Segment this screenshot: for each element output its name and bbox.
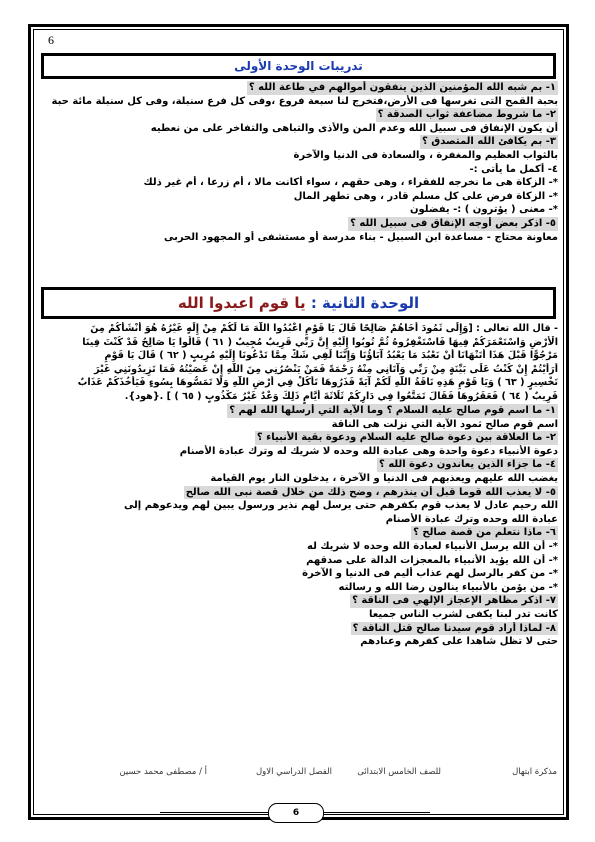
footer-author: أ / مصطفى محمد حسين: [119, 767, 207, 777]
page-footer: [40, 767, 557, 781]
answer-text: أن يكون الإنفاق فى سبيل الله وعدم المن والأذى والتباهى والتفاخر على من نعطيه: [150, 122, 558, 134]
unit1-line-answer: [41, 176, 558, 190]
question-text: ٦- ماذا نتعلم من قصة صالح ؟: [413, 527, 556, 539]
unit1-line-question: [41, 81, 558, 95]
verse-line: الْأَرْضِ وَاسْتَعْمَرَكُمْ فِيهَا فَاسْتَغْفِرُوهُ ثُمَّ تُوبُوا إِلَيْهِ إِنَّ رَبِّي قَرِيبٌ مُجِيبٌ ( ٦١ ) قَالُوا يَا صَالِحُ قَدْ كُنْتَ فِينَا: [82, 336, 558, 348]
footer-term: الفصل الدراسي الاول: [255, 767, 332, 777]
unit1-line-answer: [41, 149, 558, 163]
answer-text: *- من كفر بالرسل لهم عذاب أليم فى الدنيا و الآخرة: [302, 568, 558, 580]
unit1-line-answer: [41, 122, 558, 136]
unit2-line-question: [41, 458, 558, 472]
answer-text: بحبة القمح التى تغرسها فى الأرض،فتخرج لنا سبعة فروع ،وفى كل فرع سنبلة، وفى كل سنبلة مائة حبة: [51, 95, 558, 107]
question-text: ١- ما اسم قوم صالح عليه السلام ؟ وما الآية التي أرسلها الله لهم ؟: [229, 405, 556, 416]
answer-text: ٤- أكمل ما يأتى :-: [469, 163, 558, 175]
unit2-line-question: [41, 486, 558, 500]
unit2-title-prefix: الوحدة الثانية :: [305, 294, 420, 312]
unit1-section: [41, 81, 558, 244]
unit1-line-question: [41, 135, 558, 149]
unit1-title: تدريبات الوحدة الأولى: [41, 53, 556, 79]
unit2-line-answer: [41, 418, 558, 432]
unit2-line-question: [41, 404, 558, 418]
answer-text: دعوة الأنبياء دعوة واحدة وهى عبادة الله وحده لا شريك له وترك عبادة الأصنام: [179, 445, 558, 457]
answer-text: *- من يؤمن بالأنبياء ينالون رضا الله و رسالته: [338, 581, 558, 593]
answer-text: بالثواب العظيم والمغفرة ، والسعادة فى الدنيا والآخرة: [293, 149, 558, 161]
answer-text: *- الزكاة فرض على كل مسلم قادر ، وهى تطهر المال: [293, 190, 558, 202]
answer-text: *- أن الله يرسل الأنبياء لعبادة الله وحده لا شريك له: [307, 540, 558, 552]
question-text: ٧- اذكر مظاهر الإعجاز الإلهي فى الناقة ؟: [352, 595, 556, 607]
question-text: ٢- ما شروط مضاعفة ثواب الصدقة ؟: [377, 109, 556, 121]
answer-text: كانت تدر لبنا يكفى لشرب الناس جميعا: [368, 608, 558, 620]
unit2-line-answer: [41, 581, 558, 595]
unit2-line-answer: [41, 554, 558, 568]
unit2-line-answer: [41, 608, 558, 622]
verse-line: مَرْجُوًّا قَبْلَ هَذَا أَتَنْهَانَا أَنْ نَعْبُدَ مَا يَعْبُدُ آبَاؤُنَا وَإِنَّنَا لَفِي شَكٍّ مِمَّا تَدْعُونَا إِلَيْهِ مُرِيبٍ ( ٦٢ ) قَالَ يَا قَوْمِ: [104, 350, 558, 362]
question-text: ٥- اذكر بعض أوجه الإنفاق فى سبيل الله ؟: [350, 217, 556, 229]
answer-text: *- الزكاة هى ما نخرجه للفقراء ، وهى حقهم ، سواء أكانت مالا ، أم زرعا ، أم غير ذلك: [143, 177, 558, 189]
question-text: ٨- لماذا أراد قوم سيدنا صالح قتل الناقة ؟: [352, 622, 556, 634]
question-text: ١- بم شبه الله المؤمنين الذين ينفقون أموالهم في طاعة الله ؟: [248, 82, 556, 93]
unit2-line-question: [41, 526, 558, 540]
answer-text: عبادة الله وحده وترك عبادة الأصنام: [385, 513, 558, 525]
unit2-title-highlight: يا قوم اعبدوا الله: [177, 294, 306, 312]
unit1-line-answer: [41, 203, 558, 217]
answer-text: معاونة محتاج - مساعدة ابن السبيل - بناء مدرسة أو مستشفى أو المجهود الحربى: [163, 231, 558, 243]
unit1-line-answer: [41, 95, 558, 109]
unit1-line-question: [41, 108, 558, 122]
page-number-top: 6: [48, 33, 54, 47]
answer-text: *- أن الله يؤيد الأنبياء بالمعجزات الدالة على صدقهم: [306, 554, 558, 566]
answer-text: اسم قوم صالح ثمود الآية التي نزلت هى الناقة: [331, 418, 558, 430]
unit2-line-question: [41, 622, 558, 636]
verse-line: - قال الله تعالى : [وَإِلَى ثَمُودَ أَخَاهُمْ صَالِحًا قَالَ يَا قَوْمِ اعْبُدُوا اللَّهَ مَا لَكُمْ مِنْ إِلَهٍ غَيْرُهُ هُوَ أَنْشَأَكُمْ مِنَ: [90, 323, 558, 334]
unit2-line-answer: [41, 635, 558, 649]
unit2-section: [41, 404, 558, 649]
unit1-line-answer: [41, 163, 558, 177]
footer-grade: للصف الخامس الابتدائى: [357, 767, 441, 777]
verse-line: قَرِيبٌ ( ٦٤ ) فَعَقَرُوهَا فَقَالَ تَمَتَّعُوا فِي دَارِكُمْ ثَلَاثَةَ أَيَّامٍ ذَلِكَ وَعْدٌ غَيْرُ مَكْذُوبٍ ( ٦٥ ) ] .{هود}.: [124, 390, 558, 402]
unit2-line-answer: [41, 567, 558, 581]
verse-line: أَرَأَيْتُمْ إِنْ كُنْتُ عَلَى بَيِّنَةٍ مِنْ رَبِّي وَآتَانِي مِنْهُ رَحْمَةً فَمَنْ يَنْصُرُنِي مِنَ اللَّهِ إِنْ عَصَيْتُهُ فَمَا تَزِيدُونَنِي غَيْرَ: [94, 363, 558, 375]
answer-text: يغضب الله عليهم ويعذبهم فى الدنيا و الآخرة ، يدخلون النار يوم القيامة: [210, 472, 558, 484]
unit2-line-question: [41, 431, 558, 445]
answer-text: *- معنى ( يؤترون ) :- يفضلون: [409, 204, 558, 216]
unit2-line-answer: [41, 499, 558, 513]
answer-text: حتى لا تظل شاهدا على كفرهم وعنادهم: [360, 636, 558, 648]
footer-booklet: مذكرة ابتهال: [512, 767, 557, 777]
page-number-bottom: 6: [268, 803, 324, 823]
unit2-line-question: [41, 594, 558, 608]
unit2-line-answer: [41, 472, 558, 486]
unit2-line-answer: [41, 445, 558, 459]
unit2-line-answer: [41, 513, 558, 527]
unit1-line-answer: [41, 231, 558, 245]
verse-line: تَخْسِيرٍ ( ٦٣ ) وَيَا قَوْمِ هَذِهِ نَاقَةُ اللَّهِ لَكُمْ آيَةً فَذَرُوهَا تَأْكُلْ فِي أَرْضِ اللَّهِ وَلَا تَمَسُّوهَا بِسُوءٍ فَيَأْخُذَكُمْ عَذَابٌ: [77, 377, 558, 389]
unit2-line-answer: [41, 540, 558, 554]
answer-text: الله رحيم عادل لا يعذب قوم بكفرهم حتى يرسل لهم نذير ورسول يبين لهم ويدعوهم إلى: [123, 500, 558, 512]
unit1-line-answer: [41, 190, 558, 204]
question-text: ٣- بم يكافئ الله المتصدق ؟: [422, 136, 556, 148]
question-text: ٥- لا يعذب الله قوما قبل أن ينذرهم ، وضح ذلك من خلال قصة نبى الله صالح: [185, 486, 556, 498]
question-text: ٢- ما العلاقة بين دعوة صالح عليه السلام ودعوة بقية الأنبياء ؟: [256, 432, 556, 444]
question-text: ٤- ما جزاء الذين يعاندون دعوة الله ؟: [379, 459, 556, 471]
quran-verse: [41, 322, 558, 404]
unit2-title: [41, 287, 556, 319]
unit1-line-question: [41, 217, 558, 231]
